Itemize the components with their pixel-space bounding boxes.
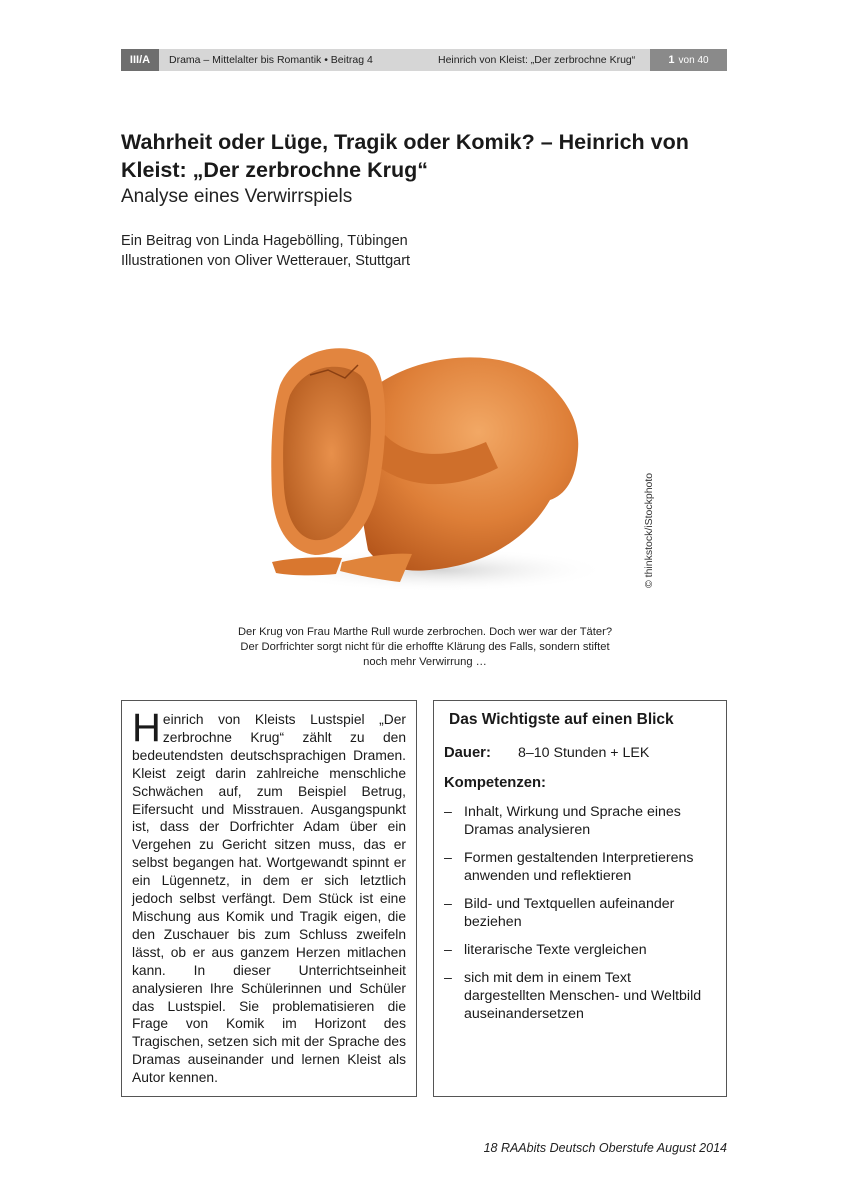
intro-body: einrich von Kleists Lustspiel „Der zerbrochne Krug“ zählt zu den bedeutendsten deutschsprachigen Dramen. Kleist zeigt darin zahlreiche menschliche Schwächen auf, zum Beispiel Betrug, Eifersucht und Misstrauen. Ausgangspunkt ist, dass der Dorfrichter Adam über ein Vergehen zu Gericht sitzen muss, das er selbst begangen hat. Wortgewandt spinnt er ein Lügennetz, in dem er sich letztlich jedoch selbst verfängt. Dem Stück ist eine Mischung aus Komik und Tragik eigen, die den Zuschauer bis zum Schluss zweifeln lässt, ob er aus ganzem Herzen mitlachen kann. In dieser Unterrichtseinheit analysieren Ihre Schülerinnen und Schüler das Lustspiel. Sie problematisieren die Frage von Komik im Horizont des Tragischen, setzen sich mit der Sprache des Dramas auseinander und lernen Kleist als Autor kennen. — [132, 712, 406, 1086]
competency-text: Inhalt, Wirkung und Sprache eines Dramas analysieren — [464, 804, 681, 838]
image-caption — [200, 625, 650, 670]
competency-item — [444, 849, 716, 885]
running-header — [121, 49, 727, 71]
shard-left — [272, 557, 342, 575]
competency-item — [444, 803, 716, 839]
competency-text: Formen gestaltenden Interpretierens anwenden und reflektieren — [464, 850, 694, 884]
duration-value: 8–10 Stunden + LEK — [518, 745, 650, 761]
list-dash: – — [444, 896, 452, 912]
broken-jug-illustration — [250, 330, 610, 600]
competency-item — [444, 895, 716, 931]
competencies-heading: Kompetenzen: — [444, 775, 546, 791]
competency-text: sich mit dem in einem Text dargestellten Menschen- und Weltbild auseinandersetzen — [464, 970, 702, 1022]
competencies-list — [444, 803, 716, 1023]
drop-cap: H — [132, 706, 161, 750]
series-label: Drama – Mittelalter bis Romantik • Beitrag 4 — [169, 54, 373, 66]
page-subtitle: Analyse eines Verwirrspiels — [121, 186, 353, 207]
competency-item — [444, 941, 716, 959]
list-dash: – — [444, 942, 452, 958]
competency-item — [444, 969, 716, 1023]
page-footer: 18 RAAbits Deutsch Oberstufe August 2014 — [483, 1141, 727, 1155]
competency-text: literarische Texte vergleichen — [464, 942, 647, 958]
page-indicator — [650, 49, 727, 71]
intro-box — [121, 700, 417, 1097]
page-current: 1 — [668, 54, 675, 66]
competency-text: Bild- und Textquellen aufeinander beziehen — [464, 896, 675, 930]
caption-line: Der Dorfrichter sorgt nicht für die erhoffte Klärung des Falls, sondern stiftet — [240, 641, 610, 653]
list-dash: – — [444, 850, 452, 866]
topic-label: Heinrich von Kleist: „Der zerbrochne Krug“ — [438, 54, 636, 66]
author-block — [121, 231, 410, 271]
overview-title: Das Wichtigste auf einen Blick — [449, 711, 674, 728]
page-title: Wahrheit oder Lüge, Tragik oder Komik? – Heinrich von Kleist: „Der zerbrochne Krug“ — [121, 130, 689, 182]
intro-text — [132, 706, 406, 1087]
caption-line: Der Krug von Frau Marthe Rull wurde zerbrochen. Doch wer war der Täter? — [237, 626, 613, 638]
section-badge: III/A — [121, 49, 159, 71]
list-dash: – — [444, 970, 452, 986]
duration-row — [444, 745, 716, 761]
author-line: Ein Beitrag von Linda Hagebölling, Tübingen — [121, 233, 408, 249]
duration-label: Dauer: — [444, 745, 491, 761]
list-dash: – — [444, 804, 452, 820]
illustrator-line: Illustrationen von Oliver Wetterauer, Stuttgart — [121, 253, 411, 269]
page-rest: von 40 — [678, 54, 709, 66]
image-credit: © thinkstock/iStockphoto — [643, 472, 655, 588]
caption-line: noch mehr Verwirrung … — [363, 656, 487, 668]
overview-box — [433, 700, 727, 1097]
